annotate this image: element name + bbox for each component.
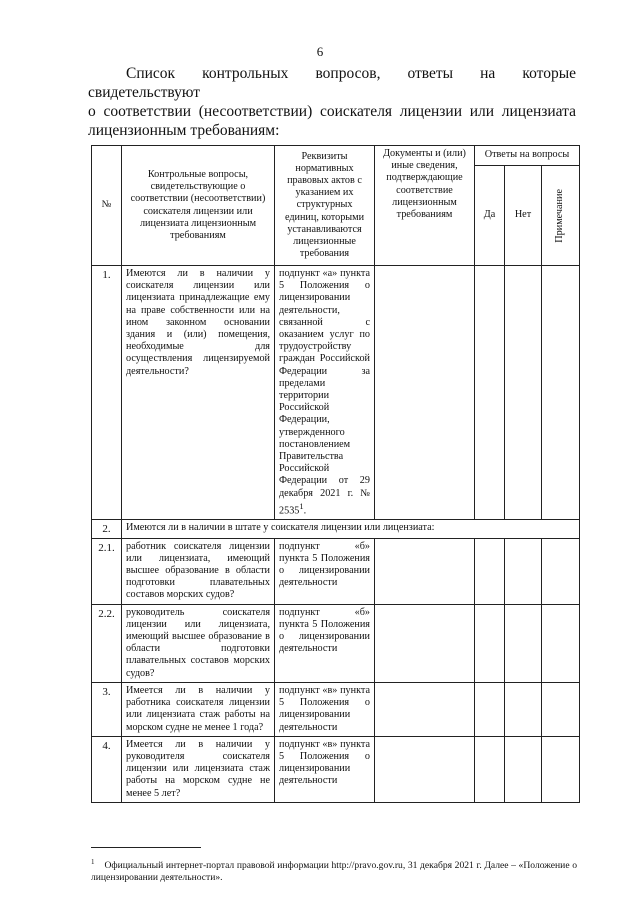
- row-no[interactable]: [505, 266, 542, 520]
- row-requisite: подпункт «в» пункта 5 Положения о лицензировании деятельности: [275, 736, 375, 802]
- footnote-text: Официальный интернет-портал правовой информации http://pravo.gov.ru, 31 декабря 2021 г. Далее – «Положение о лицензировании деятельности».: [91, 860, 577, 884]
- header-num: №: [92, 146, 122, 266]
- row-yes[interactable]: [475, 604, 505, 682]
- row-question: работник соискателя лицензии или лицензиата, имеющий высшее образование в области подготовки плавательных составов морских судов?: [122, 538, 275, 604]
- heading-line-3: лицензионным требованиям:: [88, 122, 280, 139]
- row-question: Имеется ли в наличии у руководителя соискателя лицензии или лицензиата стаж работы на морском судне не менее 5 лет?: [122, 736, 275, 802]
- row-no[interactable]: [505, 538, 542, 604]
- row-yes[interactable]: [475, 266, 505, 520]
- row-no[interactable]: [505, 682, 542, 736]
- header-yes: Да: [475, 166, 505, 266]
- document-heading: [88, 64, 576, 140]
- row-yes[interactable]: [475, 736, 505, 802]
- row-yes[interactable]: [475, 682, 505, 736]
- row-number: 1.: [92, 266, 122, 520]
- table-row: [92, 682, 580, 736]
- row-documents: [375, 266, 475, 520]
- footnote-divider: [91, 847, 201, 848]
- row-documents: [375, 682, 475, 736]
- heading-line-2: о соответствии (несоответствии) соискателя лицензии или лицензиата: [88, 103, 576, 120]
- row-documents: [375, 736, 475, 802]
- row-documents: [375, 538, 475, 604]
- row-no[interactable]: [505, 604, 542, 682]
- page-number: 6: [316, 44, 324, 59]
- footnote: [91, 856, 577, 884]
- row-note[interactable]: [542, 736, 580, 802]
- header-documents: Документы и (или) иные сведения, подтверждающие соответствие лицензионным требованиям: [375, 146, 475, 266]
- row-requisite: подпункт «б» пункта 5 Положения о лицензировании деятельности: [275, 538, 375, 604]
- row-no[interactable]: [505, 736, 542, 802]
- header-note: [542, 166, 580, 266]
- header-answers: Ответы на вопросы: [475, 146, 580, 166]
- row-number: 2.2.: [92, 604, 122, 682]
- header-no: Нет: [505, 166, 542, 266]
- row-number: 3.: [92, 682, 122, 736]
- header-requisites: Реквизиты нормативных правовых актов с указанием их структурных единиц, которыми устанавливаются лицензионные требования: [275, 146, 375, 266]
- row-question: Имеются ли в наличии у соискателя лицензии или лицензиата принадлежащие ему на праве собственности или на ином законном основании здания и (или) помещения, необходимые для осуществления лицензируемой деятельности?: [122, 266, 275, 520]
- row-requisite: подпункт «б» пункта 5 Положения о лицензировании деятельности: [275, 604, 375, 682]
- row-number: 4.: [92, 736, 122, 802]
- header-questions: Контрольные вопросы, свидетельствующие о соответствии (несоответствии) соискателя лицензии или лицензиата лицензионным требованиям: [122, 146, 275, 266]
- header-note-text: Примечание: [554, 188, 566, 243]
- checklist-table: [91, 145, 580, 803]
- row-note[interactable]: [542, 538, 580, 604]
- row-note[interactable]: [542, 604, 580, 682]
- row-number: 2.: [92, 520, 122, 538]
- table-row: [92, 266, 580, 520]
- table-row: [92, 538, 580, 604]
- table-row: [92, 604, 580, 682]
- row-requisite: подпункт «в» пункта 5 Положения о лицензировании деятельности: [275, 682, 375, 736]
- row-question: Имеется ли в наличии у работника соискателя лицензии или лицензиата стаж работы на морском судне не менее 1 года?: [122, 682, 275, 736]
- footnote-mark: 1: [91, 858, 95, 866]
- row-section-text: Имеются ли в наличии в штате у соискателя лицензии или лицензиата:: [122, 520, 580, 538]
- row-note[interactable]: [542, 266, 580, 520]
- row-yes[interactable]: [475, 538, 505, 604]
- row-note[interactable]: [542, 682, 580, 736]
- table-row: [92, 736, 580, 802]
- row-question: руководитель соискателя лицензии или лицензиата, имеющий высшее образование в области подготовки плавательных составов морских судов?: [122, 604, 275, 682]
- footnote-ref: 1: [299, 500, 304, 511]
- table-row: [92, 520, 580, 538]
- row-number: 2.1.: [92, 538, 122, 604]
- row-requisite: подпункт «а» пункта 5 Положения о лицензировании деятельности, связанной с оказанием услуг по трудоустройству граждан Российской Федерации за пределами территории Российской Федерации, утвержденного постановлением Правительства Российской Федерации от 29 декабря 2021 г. № 2535$^1$.: [275, 266, 375, 520]
- heading-line-1: Список контрольных вопросов, ответы на которые свидетельствуют: [88, 65, 576, 101]
- row-documents: [375, 604, 475, 682]
